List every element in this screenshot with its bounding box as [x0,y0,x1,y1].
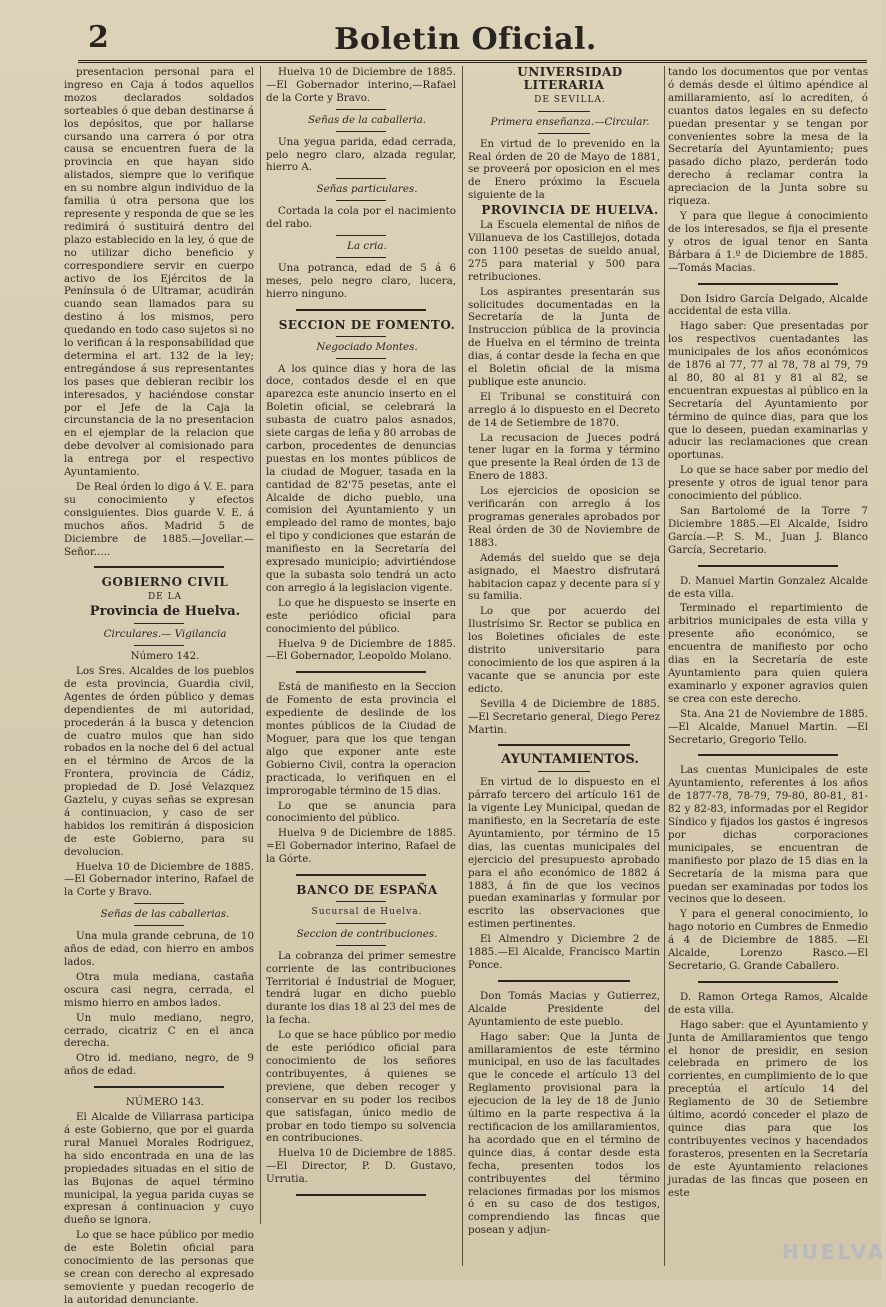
paragraph: Huelva 9 de Diciembre de 1885. —El Gobernador, Leopoldo Molano. [266,637,456,663]
section-heading: Provincia de Huelva. [89,604,241,620]
column-2 [266,66,456,1276]
section-heading: Señas de la caballeria. [307,113,427,126]
section-heading: NÚMERO 143. [125,1096,205,1109]
header-rule [78,60,867,65]
section-rule [94,566,224,568]
short-rule [336,901,386,902]
section-rule [698,565,838,567]
paragraph: La cobranza del primer semestre corriente de las contribuciones Territorial é Industrial de Moguer, tendrá lugar en dicho pueblo durante los dias 18 al 23 del mes de la fecha. [266,949,456,1027]
column-4 [668,66,868,1276]
paragraph: Una potranca, edad de 5 á 6 meses, pelo negro claro, lucera, hierro ninguno. [266,261,456,300]
paragraph: El Tribunal se constituirá con arreglo á lo dispuesto en el Decreto de 14 de Setiembre de 1870. [468,390,660,429]
paragraph: En virtud de lo prevenido en la Real órden de 20 de Mayo de 1881, se proveerá por oposicion en el mes de Enero próximo la Escuela siguiente de la [468,137,660,202]
short-rule [538,133,590,134]
section-heading: La cria. [347,240,387,253]
paragraph: Huelva 10 de Diciembre de 1885. —El Gobernador interino,—Rafael de la Corte y Bravo. [266,66,456,104]
paragraph: Hago saber: Que la Junta de amillaramientos de este término municipal, en uso de las facultades que le concede el artículo 13 del Reglamento provisional para la ejecucion de la ley de 18 de Junio último en la parte respectiva á la rectificacion de los amillaramientos, ha acordado que en el término de quince dias, á contar desde esta fecha, presenten todos los contribuyentes del término relaciones firmadas por los mismos ó en su caso de dos testigos, comprendiendo las fincas que posean y adjun- [468,1030,660,1237]
short-rule [336,178,386,179]
paragraph: El Alcalde de Villarrasa participa á este Gobierno, que por el guarda rural Manuel Morales Rodriguez, ha sido encontrada en una de las propiedades situadas en el sitio de las Bujonas de aquel término municipal, la yegua parida cuyas se expresan á continuacion y cuyo dueño se ignora. [64,1111,254,1227]
column-divider [260,66,261,1224]
section-heading: AYUNTAMIENTOS. [501,752,639,768]
paragraph: presentacion personal para el ingreso en Caja á todos aquellos mozos declarados soldados sorteables ó que deban destinarse á los depósitos, que por hallarse cursando una carrera ó por otra causa se encuentren fuera de la provincia en que hayan sido alistados, siempre que lo verifique en su nombre algun individuo de la familia ú otra persona que los represente y responda de que se les redimirá ó sustituirá dentro del plazo establecido en la ley, ó que de no utilizar dicho beneficio y correspondiere servir en cuerpo activo de los Ejércitos de la Península ó de Ultramar, acudirán cuando sean llamados para su destino á los mismos, pero quedando en todo caso sujetos si no lo verifican á la responsabilidad que determina el art. 132 de la ley; entregándose á sus representantes los pases que debieran recibir los interesados, y haciéndose constar por el Jefe de la Caja la circunstancia de la no presentacion en el ejemplar de la relacion que debe devolver al comisionado para la entrega por el respectivo Ayuntamiento. [64,66,254,479]
paragraph: El Almendro y Diciembre 2 de 1885.—El Alcalde, Francisco Martin Ponce. [468,933,660,971]
paragraph: Además del sueldo que se deja asignado, el Maestro disfrutará habitacion capaz y decente para sí y su familia. [468,551,660,603]
paragraph: A los quince dias y hora de las doce, contados desde el en que aparezca este anuncio inserto en el Boletin oficial, se celebrará la subasta de cuatro palos asnados, siete cargas de leña y 80 arrobas de carbon, procedentes de denuncias puestas en los montes públicos de la ciudad de Moguer, tasada en la cantidad de 82'75 pesetas, ante el Alcalde de dicho pueblo, una comision del Ayuntamiento y un empleado del ramo de montes, bajo el tipo y condiciones que estarán de manifiesto en la Secretaría del expresado municipio; advirtiéndose que la subasta solo tendrá un acto con arreglo á la legislacion vigente. [266,362,456,594]
paragraph: Y para que llegue á conocimiento de los interesados, se fija el presente y otros de igual tenor en Santa Bárbara á 1.º de Diciembre de 1885.—Tomás Macias. [668,209,868,274]
section-heading: Negociado Montes. [316,340,418,353]
paragraph: Las cuentas Municipales de este Ayuntamiento, referentes á los años de 1877-78, 78-79, 79-80, 80-81, 81-82 y 82-83, informadas por el Regidor Síndico y fijados los gastos é ingresos por dichas corporaciones municipales, se encuentran de manifiesto por plazo de 15 dias en la Secretaría de la misma para que puedan ser examinadas por todos los vecinos que lo deseen. [668,764,868,906]
paragraph: Los aspirantes presentarán sus solicitudes documentadas en la Secretaría de la Junta de Instruccion pública de la provincia de Huelva en el término de treinta dias, á contar desde la fecha en que el Boletin oficial de la misma publique este anuncio. [468,285,660,388]
short-rule [336,235,386,236]
short-rule [134,645,184,646]
paragraph: Lo que por acuerdo del Ilustrísimo Sr. Rector se publica en los Boletines oficiales de este distrito universitario para conocimiento de los que aspiren á la vacante que se anuncia por este edicto. [468,605,660,695]
section-heading: Seccion de contribuciones. [296,927,438,940]
paragraph: La recusacion de Jueces podrá tener lugar en la forma y término que presente la Real órden de 13 de Enero de 1883. [468,431,660,483]
paragraph: D. Ramon Ortega Ramos, Alcalde de esta villa. [668,990,868,1016]
short-rule [336,336,386,337]
paragraph: San Bartolomé de la Torre 7 Diciembre 1885.—El Alcalde, Isidro García.—P. S. M., Juan J. Blanco García, Secretario. [668,505,868,556]
short-rule [336,923,386,924]
section-heading: BANCO DE ESPAÑA [296,883,438,898]
short-rule [538,771,590,772]
short-rule [134,623,184,624]
paragraph: Lo que se hace saber por medio del presente y otros de igual tenor para conocimiento del público. [668,464,868,503]
paragraph: Lo que se hace público por medio de este Boletin oficial para conocimiento de las personas que se crean con derecho al expresado semoviente y puedan recogerlo de la autoridad denunciante. [64,1229,254,1306]
section-rule [296,1194,426,1196]
section-heading: Primera enseñanza.—Circular. [490,115,650,128]
section-heading: Número 142. [130,650,200,663]
section-heading: UNIVERSIDAD LITERARIA [517,65,623,92]
page-number: 2 [88,20,109,55]
short-rule [336,109,386,110]
section-rule [698,981,838,983]
column-3 [468,66,660,1276]
paragraph: Lo que se hace público por medio de este periódico oficial para conocimiento de los señores contribuyentes, á quienes se previene, que deben recoger y conservar en su poder los recibos que satisfagan, único medio de probar en todo tiempo su solvencia en contribuciones. [266,1029,456,1145]
short-rule [336,358,386,359]
paragraph: Huelva 10 de Diciembre de 1885. —El Gobernador interino, Rafael de la Corte y Bravo. [64,860,254,899]
paragraph: Huelva 9 de Diciembre de 1885. =El Gobernador interino, Rafael de la Górte. [266,827,456,866]
paragraph: Un mulo mediano, negro, cerrado, cicatriz C en el anca derecha. [64,1011,254,1050]
section-heading: PROVINCIA DE HUELVA. [481,203,659,218]
paragraph: Huelva 10 de Diciembre de 1885. —El Director, P. D. Gustavo, Urrutia. [266,1147,456,1186]
section-heading: DE SEVILLA. [534,94,606,105]
paragraph: De Real órden lo digo á V. E. para su conocimiento y efectos consiguientes. Dios guarde V. E. á muchos años. Madrid 5 de Diciembre de 1885.—Jovellar.—Señor..... [64,481,254,558]
paragraph: Está de manifiesto en la Seccion de Fomento de esta provincia el expediente de deslinde de los montes públicos de la Ciudad de Moguer, para que los que tengan algo que exponer ante este Gobierno Civil, contra la operacion practicada, lo verifiquen en el improrogable término de 15 dias. [266,681,456,797]
short-rule [336,945,386,946]
section-rule [498,980,630,982]
short-rule [336,131,386,132]
section-rule [698,754,838,756]
paragraph: D. Manuel Martin Gonzalez Alcalde de esta villa. [668,574,868,600]
paragraph: Hago saber: Que presentadas por los respectivos cuentadantes las municipales de los años económicos de 1876 al 77, 77 al 78, 78 al 79, 79 al 80, 80 al 81 y 81 al 82, se encuentran expuestas al público en la Secretaría del Ayuntamiento por término de quince dias, para que los que lo deseen, puedan examinarlas y aducir las reclamaciones que crean oportunas. [668,320,868,462]
paragraph: Los ejercicios de oposicion se verificarán con arreglo á los programas generales aprobados por Real órden de 30 de Noviembre de 1883. [468,485,660,549]
section-heading: Señas particulares. [316,183,418,196]
paragraph: Una yegua parida, edad cerrada, pelo negro claro, alzada regular, hierro A. [266,135,456,174]
paragraph: Y para el general conocimiento, lo hago notorio en Cumbres de Enmedio á 4 de Diciembre de 1885. —El Alcalde, Lorenzo Rasco.—El Secretario, G. Grande Caballero. [668,908,868,972]
paragraph: Lo que se anuncia para conocimiento del público. [266,799,456,825]
paragraph: Lo que he dispuesto se inserte en este periódico oficial para conocimiento del público. [266,596,456,635]
column-divider [664,66,665,1266]
paragraph: Terminado el repartimiento de arbitrios municipales de esta villa y presente año económico, se encuentra de manifiesto por ocho dias en la Secretaría de este Ayuntamiento para quien quiera examinarlo y exponer agravios quien se crea con este derecho. [668,602,868,705]
section-heading: Señas de las caballerias. [100,908,230,921]
paragraph: Hago saber: que el Ayuntamiento y Junta de Amillaramientos que tengo el honor de presidir, en sesion celebrada en primero de los corrientes, en cumplimiento de lo que preceptúa el artículo 14 del Reglamento de 30 de Setiembre último, acordó conceder el plazo de quince dias para que los contribuyentes vecinos y hacendados forasteros, presenten en la Secretaría de este Ayuntamiento relaciones juradas de las fincas que poseen en este [668,1018,868,1199]
section-heading: SECCION DE FOMENTO. [278,317,456,332]
paragraph: Cortada la cola por el nacimiento del rabo. [266,205,456,231]
paragraph: Sevilla 4 de Diciembre de 1885. —El Secretario general, Diego Perez Martin. [468,697,660,736]
archive-watermark: HUELVA [782,1240,886,1264]
short-rule [336,257,386,258]
paragraph: Don Isidro García Delgado, Alcalde accidental de esta villa. [668,292,868,318]
short-rule [538,111,590,112]
paragraph: Otra mula mediana, castaña oscura casi negra, cerrada, el mismo hierro en ambos lados. [64,970,254,1009]
paragraph: Sta. Ana 21 de Noviembre de 1885.—El Alcalde, Manuel Martin. —El Secretario, Gregorio Tello. [668,707,868,746]
column-divider [462,66,463,1266]
masthead [70,14,861,56]
short-rule [134,925,184,926]
section-heading: GOBIERNO CIVIL [101,575,229,590]
section-heading: Sucursal de Huelva. [311,906,423,917]
section-rule [296,874,426,876]
column-1 [64,66,254,1306]
paragraph: La Escuela elemental de niños de Villanueva de los Castillejos, dotada con 1100 pesetas de sueldo anual, 275 para material y 500 para retribuciones. [468,219,660,283]
section-rule [296,309,426,311]
paragraph: En virtud de lo dispuesto en el párrafo tercero del artículo 161 de la vigente Ley Municipal, quedan de manifiesto, en la Secretaría de este Ayuntamiento, por término de 15 dias, las cuentas municipales del ejercicio del presupuesto aprobado para el año económico de 1882 á 1883, á fin de que los vecinos puedan examinarlas y formular por escrito las observaciones que estimen pertinentes. [468,776,660,931]
paragraph: Don Tomás Macias y Gutierrez, Alcalde Presidente del Ayuntamiento de este pueblo. [468,989,660,1028]
short-rule [336,200,386,201]
section-heading: Circulares.— Vigilancia [103,628,227,641]
paragraph: Los Sres. Alcaldes de los pueblos de esta provincia, Guardia civil, Agentes de órden público y demas dependientes de mi autoridad, procederán á la busca y detencion de cuatro mulos que han sido robados en la noche del 6 del actual en el término de Arcos de la Frontera, provincia de Cádiz, propiedad de D. José Velazquez Gaztelu, y cuyas señas se expresan á continuacion, y caso de ser habidos los remitirán á disposicion de este Gobierno, para su devolucion. [64,664,254,858]
section-rule [698,283,838,285]
section-rule [498,744,630,746]
short-rule [134,903,184,904]
section-heading: DE LA [147,592,183,603]
paragraph: Otro id. mediano, negro, de 9 años de edad. [64,1052,254,1078]
section-rule [296,671,426,673]
section-rule [94,1086,224,1088]
paragraph: Una mula grande cebruna, de 10 años de edad, con hierro en ambos lados. [64,930,254,968]
newspaper-title: Boletin Oficial. [334,22,597,57]
paragraph: tando los documentos que por ventas ó demás desde el último apéndice al amillaramiento, así lo acrediten, ó cuantos datos legales en su defecto puedan presentar y se tengan por convenientes sobre la mesa de la Secretaría del Ayuntamiento; pues pasado dicho plazo, perderán todo derecho á reclamar contra la apreciacion de la Junta sobre su riqueza. [668,66,868,208]
